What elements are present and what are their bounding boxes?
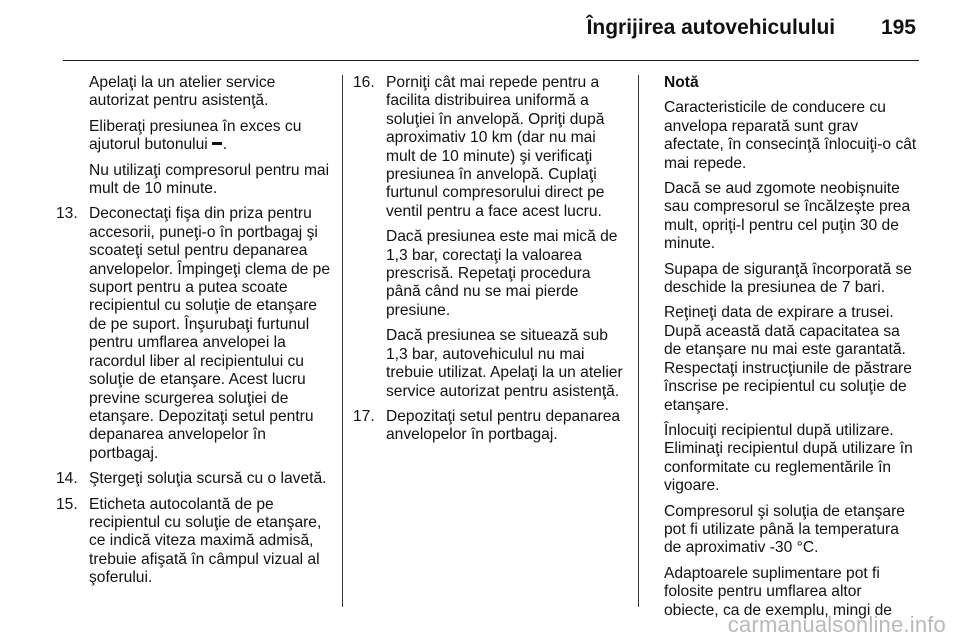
list-item-number: 13. <box>56 205 78 223</box>
page-number: 195 <box>880 16 916 39</box>
paragraph: Apelaţi la un atelier service autorizat pentru asistenţă. <box>89 74 276 110</box>
list-item-number: 14. <box>56 470 78 488</box>
watermark: carmanualsonline.info <box>727 612 946 637</box>
header-rule <box>63 60 919 61</box>
paragraph-text: Eliberaţi presiunea în exces cu ajutorul butonului <box>89 117 302 154</box>
column-3 <box>664 74 920 627</box>
list-item-text: Depozitaţi setul pentru depanarea anvelopelor în portbagaj. <box>386 407 621 444</box>
list-item-subparagraph: Dacă presiunea este mai mică de 1,3 bar, corectaţi la valoarea prescrisă. Repetaţi procedura până când nu se mai pierde presiune. <box>386 228 618 319</box>
note-paragraph: Reţineţi data de expirare a trusei. După această dată capacitatea sa de etanşare nu mai este garantată. Respectaţi instrucţiunile de păstrare înscrise pe recipientul cu soluţie de etanşare. <box>664 304 912 414</box>
page-title: Îngrijirea autovehiculului <box>586 16 836 39</box>
column-1 <box>56 74 338 595</box>
paragraph: Nu utilizaţi compresorul pentru mai mult de 10 minute. <box>89 161 330 198</box>
list-item <box>353 408 625 445</box>
list-item-number: 15. <box>56 495 78 513</box>
list-item-text: Porniţi cât mai repede pentru a facilita distribuirea uniformă a soluţiei în anvelopă. Opriţi după aproximativ 10 km (dar nu mai mult de 10 minute) şi verificaţi presiunea în anvelopă. Cuplaţi furtunul compresorului direct pe ventil pentru a face acest lucru. <box>386 74 605 220</box>
note-paragraph: Înlocuiţi recipientul după utilizare. Eliminaţi recipientul după utilizare în conformitate cu reglementările în vigoare. <box>664 421 913 495</box>
column-divider-1 <box>342 75 343 607</box>
column-divider-2 <box>638 75 639 607</box>
paragraph: Eliberaţi presiunea în exces cu ajutorul butonului . <box>89 117 302 154</box>
list-item <box>56 205 338 463</box>
list-item-text: Eticheta autocolantă de pe recipientul cu soluţie de etanşare, ce indică viteza maximă admisă, trebuie afişată în câmpul vizual al şoferului. <box>89 495 322 587</box>
list-item <box>56 470 338 488</box>
column-2 <box>353 74 625 452</box>
list-item-number: 17. <box>353 407 375 425</box>
note-paragraph: Compresorul şi soluţia de etanşare pot fi utilizate până la temperatura de aproximativ -30 °C. <box>664 502 905 557</box>
note-paragraph: Supapa de siguranţă încorporată se deschide la presiunea de 7 bari. <box>664 260 912 297</box>
list-item <box>56 496 338 588</box>
note-paragraph: Dacă se aud zgomote neobişnuite sau compresorul se încălzeşte prea mult, opriţi-l pentru cel puţin 30 de minute. <box>664 180 911 253</box>
list-item-text: Deconectaţi fişa din priza pentru accesorii, puneţi-o în portbagaj şi scoateţi setul pentru depanarea anvelopelor. Împingeţi clema de pe suport pentru a putea scoate recipientul cu soluţie de etanşare de pe suport. Înşurubaţi furtunul pentru umflarea anvelopei la racordul liber al recipientului cu soluţie de etanşare. Acest lucru previne scurgerea soluţiei de etanşare. Depozitaţi setul pentru depanarea anvelopelor în portbagaj. <box>89 205 330 462</box>
list-item-number: 16. <box>353 74 375 91</box>
list-item <box>353 74 625 401</box>
list-item-text: Ştergeţi soluţia scursă cu o lavetă. <box>89 470 327 488</box>
page-header <box>0 16 916 46</box>
note-paragraph: Caracteristicile de conducere cu anvelopa reparată sunt grav afectate, în consecinţă înlocuiţi-o cât mai repede. <box>664 99 917 172</box>
minus-button-icon <box>212 142 222 145</box>
note-title: Notă <box>664 74 699 91</box>
note-paragraph: Adaptoarele suplimentare pot fi folosite pentru umflarea altor obiecte, ca de exemplu, mingi de <box>664 564 892 619</box>
list-item-subparagraph: Dacă presiunea se situează sub 1,3 bar, autovehiculul nu mai trebuie utilizat. Apelaţi la un atelier service autorizat pentru asistenţă. <box>386 327 623 400</box>
